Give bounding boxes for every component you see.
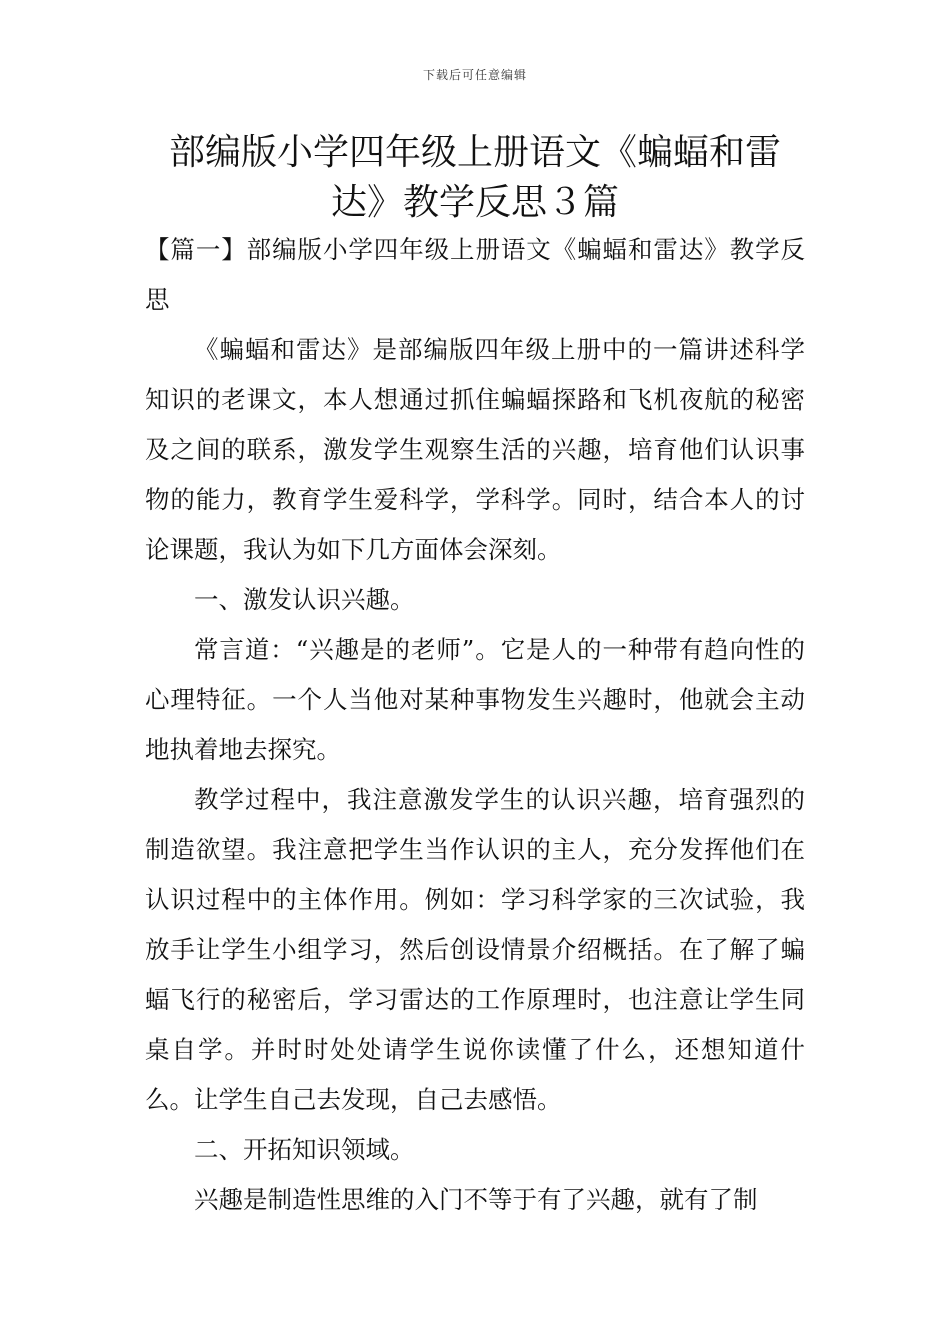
section-heading-part-one: 【篇一】部编版小学四年级上册语文《蝙蝠和雷达》教学反思 — [145, 235, 805, 314]
body-paragraph: 教学过程中，我注意激发学生的认识兴趣，培育强烈的制造欲望。我注意把学生当作认识的主人，充分发挥他们在认识过程中的主体作用。例如：学习科学家的三次试验，我放手让学生小组学习，然后创设情景介绍概括。在了解了蝙蝠飞行的秘密后，学习雷达的工作原理时，也注意让学生同桌自学。并时时处处请学生说你读懂了什么，还想知道什么。让学生自己去发现，自己去感悟。 — [145, 785, 805, 1114]
document-title — [150, 128, 800, 228]
body-paragraph: 兴趣是制造性思维的入门不等于有了兴趣，就有了制 — [194, 1185, 758, 1214]
subheading-knowledge: 二、开拓知识领域。 — [194, 1135, 415, 1164]
title-line-1: 部编版小学四年级上册语文《蝙蝠和雷 — [168, 132, 781, 173]
page-header-note: 下载后可任意编辑 — [422, 68, 527, 82]
subheading-interest: 一、激发认识兴趣。 — [194, 585, 415, 614]
title-line-2: 达》教学反思３篇 — [330, 182, 619, 223]
body-paragraph: 《蝙蝠和雷达》是部编版四年级上册中的一篇讲述科学知识的老课文，本人想通过抓住蝙蝠探路和飞机夜航的秘密及之间的联系，激发学生观察生活的兴趣，培育他们认识事物的能力，教育学生爱科学，学科学。同时，结合本人的讨论课题，我认为如下几方面体会深刻。 — [145, 335, 805, 564]
body-paragraph: 常言道：“兴趣是的老师”。它是人的一种带有趋向性的心理特征。一个人当他对某种事物发生兴趣时，他就会主动地执着地去探究。 — [145, 635, 805, 764]
document-body — [145, 225, 805, 1225]
